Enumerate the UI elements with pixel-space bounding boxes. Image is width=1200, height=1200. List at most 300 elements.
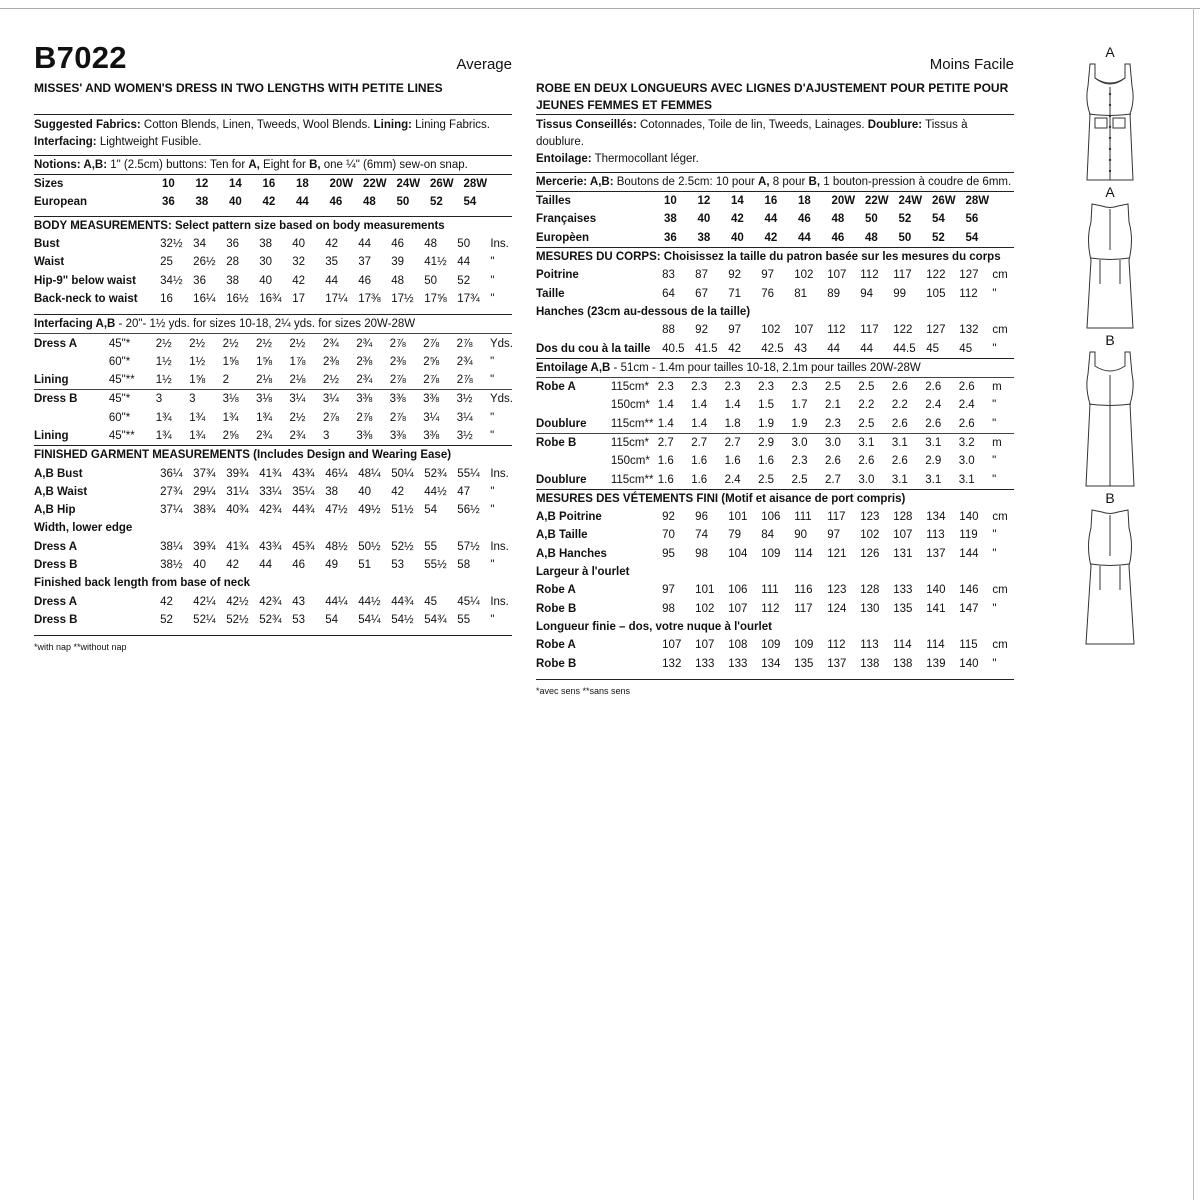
- cell-value: 97: [662, 584, 675, 597]
- cell-value: 128: [860, 584, 880, 597]
- cell-value: 46: [292, 559, 306, 572]
- cell-value: 17¼: [325, 292, 348, 305]
- notions-label: Mercerie: A,B:: [536, 176, 614, 188]
- table-row: [34, 271, 512, 289]
- cell-value: 117: [827, 511, 846, 524]
- row-label: Dos du cou à la taille: [536, 342, 651, 355]
- cell-value: 34½: [160, 274, 183, 287]
- table-row: [536, 339, 1014, 357]
- cell-value: 1.6: [657, 473, 674, 486]
- cell-value: 113: [926, 529, 945, 542]
- cell-value: 46: [329, 196, 343, 209]
- table-row: [536, 284, 1014, 302]
- cell-value: 2⅞: [389, 411, 406, 424]
- cell-value: 2.5: [858, 381, 875, 394]
- cell-value: 52½: [226, 613, 249, 626]
- cell-value: 3: [189, 393, 196, 406]
- interfacing-title-en: [34, 315, 512, 333]
- dress-a-yardage: [34, 334, 512, 389]
- notions-text: Boutons de 2.5cm: 10 pour: [613, 176, 759, 188]
- length-title-en: Finished back length from base of neck: [34, 577, 250, 590]
- cell-value: 44: [827, 342, 841, 355]
- cell-value: 3: [322, 430, 330, 442]
- notions-text: 1 bouton-pression à coudre de 6mm.: [820, 176, 1012, 188]
- cell-value: 123: [860, 511, 880, 524]
- cell-value: 70: [662, 529, 675, 542]
- cell-value: 3⅜: [356, 430, 373, 442]
- cell-value: 116: [794, 584, 813, 597]
- cell-value: 45: [959, 342, 973, 355]
- cell-value: 2⅝: [222, 430, 239, 442]
- unit: ": [490, 559, 495, 572]
- unit: cm: [992, 511, 1008, 524]
- cell-value: 54½: [391, 613, 414, 626]
- cell-value: 2⅜: [356, 355, 373, 368]
- cell-value: 37¾: [193, 467, 216, 480]
- cell-value: 28W: [463, 178, 488, 191]
- cell-value: 52¼: [193, 613, 216, 626]
- view-sketches: [1080, 44, 1140, 648]
- cell-value: 43: [292, 595, 306, 608]
- cell-value: 55: [457, 613, 471, 626]
- cell-value: 36¼: [160, 467, 183, 480]
- cell-value: 107: [662, 639, 682, 652]
- cell-value: 71: [728, 287, 741, 300]
- cell-value: 112: [827, 639, 846, 652]
- cell-value: 3.0: [791, 437, 808, 449]
- cell-value: 112: [959, 287, 978, 300]
- row-label: Robe B: [536, 602, 577, 615]
- cell-value: 1⅝: [222, 355, 239, 368]
- cell-value: 26½: [193, 256, 216, 269]
- table-row: [536, 434, 1014, 452]
- cell-value: 39¾: [193, 540, 216, 553]
- notions-fr: [536, 173, 1014, 191]
- fabric-width: 150cm*: [610, 399, 650, 412]
- cell-value: 3¼: [456, 411, 473, 424]
- cell-value: 2: [222, 374, 230, 387]
- cell-value: 141: [926, 602, 946, 615]
- divider: [536, 679, 1014, 680]
- row-label: Françaises: [536, 213, 597, 226]
- row-label: Waist: [34, 256, 65, 269]
- cell-value: 138: [893, 657, 913, 670]
- cell-value: 76: [761, 287, 774, 300]
- cell-value: 48¼: [358, 467, 381, 480]
- cell-value: 42¾: [259, 595, 282, 608]
- body-measurements-fr: [536, 266, 1014, 357]
- cell-value: 28W: [965, 195, 990, 208]
- cell-value: 1.6: [691, 473, 708, 486]
- cell-value: 1.7: [791, 399, 808, 412]
- cell-value: 1.6: [758, 455, 775, 468]
- notions-text: 8 pour: [769, 176, 809, 188]
- table-row: [536, 321, 1014, 339]
- cell-value: 2¾: [356, 337, 373, 350]
- unit: ": [992, 399, 997, 412]
- row-label: Dress B: [34, 559, 78, 572]
- button-dot: [1109, 126, 1111, 128]
- cell-value: 34: [193, 238, 206, 251]
- cell-value: 2.3: [791, 381, 808, 394]
- cell-value: 38¼: [160, 540, 183, 553]
- cell-value: 2¾: [256, 430, 273, 442]
- cell-value: 67: [695, 287, 708, 300]
- cell-value: 3: [155, 393, 163, 406]
- cell-value: 55½: [424, 559, 447, 572]
- cell-value: 42: [731, 213, 744, 226]
- cell-value: 2¾: [356, 374, 373, 387]
- cell-value: 135: [893, 602, 913, 615]
- cell-value: 3¼: [322, 393, 339, 406]
- cell-value: 2.2: [858, 399, 875, 412]
- finished-title-en: FINISHED GARMENT MEASUREMENTS (Includes Design and Wearing Ease): [34, 449, 452, 462]
- cell-value: 3.1: [858, 437, 875, 449]
- cell-value: 10: [664, 195, 677, 208]
- row-label: A,B Waist: [34, 485, 88, 498]
- unit: ": [992, 473, 997, 486]
- cell-value: 137: [926, 547, 946, 560]
- unit: Ins.: [490, 467, 509, 480]
- button-dot: [1109, 115, 1111, 117]
- cell-value: 1.5: [758, 399, 775, 412]
- cell-value: 2¾: [456, 355, 473, 368]
- cell-value: 1¾: [256, 411, 273, 424]
- cell-value: 46: [391, 238, 405, 251]
- cell-value: 10: [162, 178, 175, 191]
- cell-value: 1.4: [691, 417, 708, 430]
- cell-value: 36: [193, 274, 206, 287]
- cell-value: 38: [195, 196, 209, 209]
- table-row: [536, 600, 1014, 618]
- cell-value: 57½: [457, 540, 480, 553]
- row-label: Dress B: [34, 393, 78, 406]
- table-row: [34, 409, 512, 427]
- notions-label: Notions: A,B:: [34, 159, 108, 171]
- row-label: European: [34, 196, 88, 209]
- length-fr: [536, 636, 1014, 673]
- cell-value: 47: [457, 485, 471, 498]
- cell-value: 27¾: [160, 485, 183, 498]
- header-en: [34, 40, 512, 78]
- cell-value: 132: [662, 657, 682, 670]
- body-measurements-title-en: BODY MEASUREMENTS: Select pattern size based on body measurements: [34, 219, 445, 232]
- cell-value: 40: [731, 231, 744, 244]
- cell-value: 2½: [322, 374, 339, 387]
- cell-value: 130: [860, 602, 880, 615]
- cell-value: 107: [794, 324, 814, 337]
- unit: Ins.: [490, 540, 509, 553]
- cell-value: 38: [697, 231, 711, 244]
- cell-value: 114: [893, 639, 912, 652]
- row-label: Back-neck to waist: [34, 292, 138, 305]
- cell-value: 2.6: [925, 381, 942, 394]
- unit: ": [992, 529, 997, 542]
- table-row: [536, 508, 1014, 526]
- fabric-width: 45"*: [108, 393, 131, 406]
- cell-value: 37: [358, 256, 372, 269]
- cell-value: 3⅜: [356, 393, 373, 406]
- unit: ": [992, 342, 997, 355]
- cell-value: 48: [391, 274, 405, 287]
- cell-value: 12: [697, 195, 711, 208]
- cell-value: 2.3: [791, 455, 808, 468]
- notions-b: B,: [309, 159, 321, 171]
- cell-value: 45: [926, 342, 940, 355]
- cell-value: 48: [865, 231, 878, 244]
- pattern-code: B7022: [34, 40, 127, 75]
- fabric-width: 115cm**: [610, 473, 654, 486]
- table-row: [536, 192, 1014, 210]
- cell-value: 102: [794, 269, 814, 282]
- cell-value: 2.3: [758, 381, 775, 394]
- cell-value: 2.4: [958, 399, 975, 412]
- cell-value: 43¾: [259, 540, 282, 553]
- cell-value: 2⅞: [389, 374, 406, 387]
- cell-value: 31¼: [226, 485, 249, 498]
- cell-value: 40.5: [662, 342, 685, 355]
- cell-value: 2½: [255, 337, 272, 350]
- cell-value: 2.4: [724, 473, 741, 486]
- cell-value: 2.6: [958, 417, 975, 430]
- cell-value: 1⅝: [189, 374, 206, 387]
- cell-value: 132: [959, 324, 979, 337]
- cell-value: 109: [794, 639, 814, 652]
- notions-a: A,: [248, 159, 260, 171]
- cell-value: 44: [296, 196, 309, 209]
- dress-a-back-drawing: [1080, 200, 1140, 332]
- unit: ": [490, 411, 495, 424]
- cell-value: 48½: [325, 540, 348, 553]
- unit: ": [992, 657, 997, 670]
- cell-value: 1¾: [189, 411, 206, 424]
- cell-value: 147: [959, 602, 979, 615]
- row-label: A,B Taille: [536, 529, 588, 542]
- cell-value: 33¼: [259, 485, 282, 498]
- cell-value: 46: [831, 231, 845, 244]
- unit: ": [992, 287, 997, 300]
- finished-measurements-en: [34, 464, 512, 519]
- cell-value: 140: [959, 657, 979, 670]
- cell-value: 17⅜: [358, 292, 381, 305]
- cell-value: 41½: [424, 256, 447, 269]
- fabric-width: 115cm**: [610, 417, 654, 430]
- cell-value: 1.9: [758, 417, 775, 430]
- cell-value: 43¾: [292, 467, 315, 480]
- cell-value: 2.7: [724, 437, 741, 449]
- table-row: [536, 526, 1014, 544]
- row-label: Sizes: [34, 178, 64, 191]
- footnote-en: *with nap **without nap: [34, 642, 127, 653]
- cell-value: 44¼: [325, 595, 348, 608]
- cell-value: 39: [391, 256, 405, 269]
- cell-value: 3⅛: [255, 393, 272, 406]
- fabric-width: 45"**: [108, 374, 135, 387]
- cell-value: 52½: [391, 540, 414, 553]
- cell-value: 83: [662, 269, 675, 282]
- cell-value: 17½: [391, 292, 414, 305]
- row-label: A,B Bust: [34, 467, 83, 480]
- cell-value: 40: [697, 213, 711, 226]
- row-label: Dress A: [34, 595, 78, 608]
- cell-value: 81: [794, 287, 808, 300]
- cell-value: 2.6: [891, 455, 908, 468]
- cell-value: 38¾: [193, 504, 216, 517]
- cell-value: 102: [761, 324, 781, 337]
- cell-value: 18: [798, 195, 811, 208]
- cell-value: 44½: [358, 595, 381, 608]
- cell-value: 140: [926, 584, 946, 597]
- cell-value: 107: [893, 529, 913, 542]
- cell-value: 88: [662, 324, 675, 337]
- cell-value: 2.4: [925, 399, 942, 412]
- cell-value: 2.5: [791, 473, 808, 486]
- table-row: [536, 581, 1014, 599]
- cell-value: 1¾: [155, 430, 172, 442]
- interfacing-title-fr: [536, 359, 1014, 377]
- sketch-b-back: [1080, 490, 1140, 648]
- row-label: Dress B: [34, 613, 78, 626]
- unit: ": [490, 274, 495, 287]
- cell-value: 17⅝: [424, 292, 447, 305]
- cell-value: 2½: [155, 337, 172, 350]
- cell-value: 50½: [358, 540, 381, 553]
- cell-value: 1.6: [691, 455, 708, 468]
- cell-value: 114: [926, 639, 945, 652]
- cell-value: 112: [860, 269, 879, 282]
- cell-value: 1.8: [724, 417, 741, 430]
- row-label: Poitrine: [536, 269, 579, 282]
- cell-value: 98: [695, 547, 708, 560]
- unit: cm: [992, 269, 1008, 282]
- cell-value: 2.5: [758, 473, 775, 486]
- cell-value: 3⅜: [389, 430, 406, 442]
- table-row: [34, 290, 512, 308]
- interfacing-label: Entoilage:: [536, 153, 592, 165]
- table-row: [536, 545, 1014, 563]
- cell-value: 41¾: [226, 540, 249, 553]
- cell-value: 51: [358, 559, 372, 572]
- cell-value: 50: [865, 213, 878, 226]
- row-label: Lining: [34, 430, 69, 442]
- row-label: Taille: [536, 287, 565, 300]
- lining-text: Lining Fabrics.: [411, 119, 490, 131]
- fabric-width: 60"*: [108, 411, 131, 424]
- cell-value: 128: [893, 511, 913, 524]
- finished-title-fr: MESURES DES VÉTEMENTS FINI (Motif et aisance de port compris): [536, 492, 906, 505]
- cell-value: 124: [827, 602, 847, 615]
- row-label: Doublure: [536, 417, 587, 430]
- cell-value: 42: [226, 559, 239, 572]
- cell-value: 50: [457, 238, 471, 251]
- cell-value: 54: [932, 213, 945, 226]
- cell-value: 52: [160, 613, 173, 626]
- notions-a: A,: [758, 176, 770, 188]
- cell-value: 134: [761, 657, 781, 670]
- cell-value: 42½: [226, 595, 249, 608]
- cell-value: 113: [860, 639, 879, 652]
- cell-value: 3.2: [958, 437, 975, 449]
- table-row: [536, 396, 1014, 414]
- fabric-width: 115cm*: [610, 437, 649, 449]
- cell-value: 101: [695, 584, 715, 597]
- cell-value: 42: [262, 196, 276, 209]
- cell-value: 97: [761, 269, 774, 282]
- cell-value: 1½: [189, 355, 206, 368]
- sizes-table-fr: [536, 192, 1014, 247]
- cell-value: 40: [193, 559, 206, 572]
- cell-value: 44: [798, 231, 811, 244]
- cell-value: 2⅛: [256, 374, 273, 387]
- cell-value: 18: [296, 178, 309, 191]
- cell-value: 47½: [325, 504, 348, 517]
- cell-value: 3⅜: [423, 430, 440, 442]
- length-title-fr: Longueur finie – dos, votre nuque à l'ourlet: [536, 620, 772, 633]
- dress-a-front-drawing: [1080, 60, 1140, 184]
- cell-value: 95: [662, 547, 675, 560]
- cell-value: 2.6: [891, 381, 908, 394]
- notions-text: Eight for: [259, 159, 310, 171]
- cell-value: 139: [926, 657, 946, 670]
- cell-value: 2.6: [925, 417, 942, 430]
- button-dot: [1109, 93, 1111, 95]
- cell-value: 42: [764, 231, 778, 244]
- cell-value: 2.7: [691, 437, 708, 449]
- cell-value: 3½: [456, 430, 473, 442]
- cell-value: 42¼: [193, 595, 216, 608]
- button-dot: [1109, 137, 1111, 139]
- body-measurements-en: [34, 235, 512, 308]
- cell-value: 114: [794, 547, 813, 560]
- cell-value: 2⅛: [289, 374, 306, 387]
- cell-value: 42.5: [761, 342, 784, 355]
- cell-value: 54: [965, 231, 979, 244]
- fabrics-text: Cotton Blends, Linen, Tweeds, Wool Blends.: [140, 119, 374, 131]
- cell-value: 40: [358, 485, 372, 498]
- cell-value: 44: [860, 342, 874, 355]
- cell-value: 28: [226, 256, 239, 269]
- table-row: [536, 266, 1014, 284]
- view-letter: A: [1105, 184, 1115, 200]
- cell-value: 117: [893, 269, 912, 282]
- cell-value: 1⅞: [289, 355, 306, 368]
- cell-value: 17: [292, 292, 306, 305]
- unit: ": [490, 430, 495, 442]
- cell-value: 16: [764, 195, 778, 208]
- fabrics-fr: [536, 115, 1014, 168]
- unit: Yds.: [489, 337, 513, 350]
- cell-value: 45¾: [292, 540, 315, 553]
- table-row: [34, 427, 512, 445]
- cell-value: 105: [926, 287, 946, 300]
- cell-value: 52: [898, 213, 912, 226]
- cell-value: 1½: [155, 374, 172, 387]
- cell-value: 42¾: [259, 504, 282, 517]
- cell-value: 16¼: [193, 292, 216, 305]
- cell-value: 2⅞: [456, 374, 473, 387]
- cell-value: 79: [728, 529, 741, 542]
- unit: ": [490, 355, 495, 368]
- cell-value: 2.3: [657, 381, 674, 394]
- dress-b-yardage: [34, 390, 512, 445]
- cell-value: 48: [831, 213, 845, 226]
- cell-value: 2¾: [289, 430, 306, 442]
- cell-value: 119: [959, 529, 978, 542]
- title-fr: ROBE EN DEUX LONGUEURS AVEC LIGNES D'AJUSTEMENT POUR PETITE POUR JEUNES FEMMES ET FEMMES: [536, 81, 1009, 112]
- button-dot: [1109, 104, 1111, 106]
- fabric-width: 60"*: [108, 355, 131, 368]
- cell-value: 45¼: [457, 595, 480, 608]
